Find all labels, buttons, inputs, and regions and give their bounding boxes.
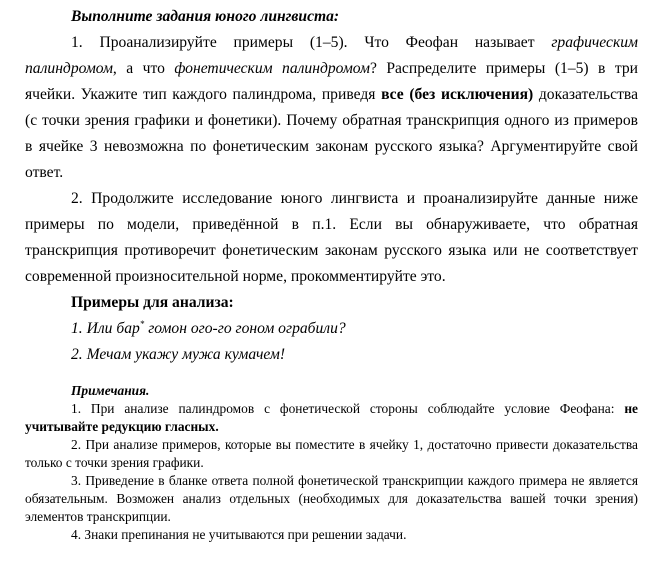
task-2-paragraph: 2. Продолжите исследование юного лингвиста и проанализируйте данные ниже примеры по модели, приведённой в п.1. Если вы обнаруживаете, что обратная транскрипция противоречит фонетическим законам русского языка или не соответствует современной произносительной норме, прокомментируйте это. [25,190,638,285]
note-1-emphasis: не учитывайте редукцию гласных. [25,401,638,434]
note-3: 3. Приведение в бланке ответа полной фонетической транскрипции каждого примера не является обязательным. Возможен анализ отдельных (необходимых для доказательства вашей точки зрения) элементов транскрипции. [25,473,638,524]
example-1-text-a: 1. Или бар [71,320,140,337]
note-1-text: 1. При анализе палиндромов с фонетической стороны соблюдайте условие Феофана: [71,401,625,416]
task-1-emphasis: все (без исключения) [381,86,534,103]
task-1-text-b: , а что [112,60,175,77]
notes-title: Примечания. [71,383,150,398]
task-title: Выполните задания юного лингвиста: [71,8,340,25]
task-1-text-a: 1. Проанализируйте примеры (1–5). Что Феофан называет [71,34,552,51]
example-1-footnote-mark: * [139,319,145,329]
example-2-text: 2. Мечам укажу мужа кумачем! [71,346,286,363]
task-1-text-c: ? Распределите примеры (1–5) в три ячейки. Укажите тип каждого палиндрома, приведя [25,60,639,103]
note-2: 2. При анализе примеров, которые вы поместите в ячейку 1, достаточно привести доказательства только с точки зрения графики. [25,437,638,470]
examples-heading: Примеры для анализа: [71,294,234,311]
example-2 [25,342,638,368]
example-1-text-b: гомон ого-го гоном ограбили? [144,320,346,337]
task-1-paragraph [25,30,638,186]
task-1-term-phonetic-palindrome: фонетическим палиндромом [174,60,370,77]
task-1-term-graphic-palindrome: графическим палиндромом [25,34,638,77]
note-1 [25,400,638,436]
example-1 [25,316,638,342]
note-4: 4. Знаки препинания не учитываются при решении задачи. [71,527,407,542]
task-1-text-d: доказательства (с точки зрения графики и фонетики). Почему обратная транскрипция одного из примеров в ячейке 3 невозможна по фонетическим законам русского языка? Аргументируйте свой ответ. [25,86,638,181]
